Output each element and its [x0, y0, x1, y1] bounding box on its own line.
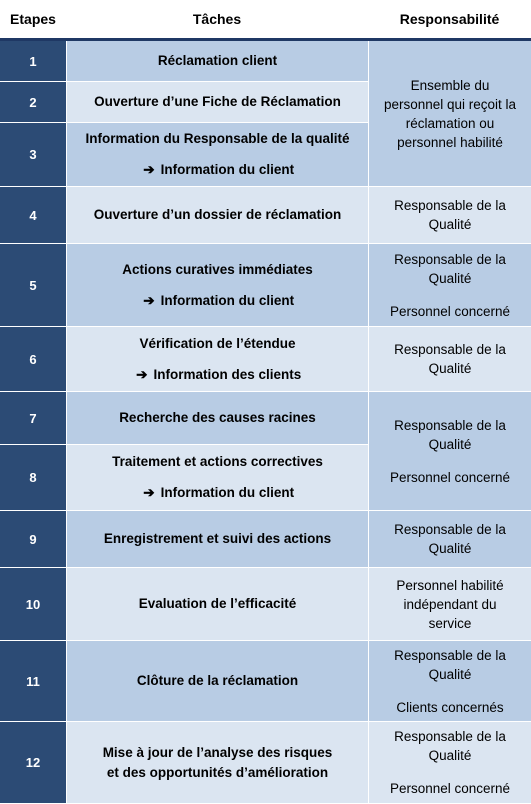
step-number: 1: [0, 41, 66, 82]
step-number: 9: [0, 511, 66, 568]
responsibility-cell: Responsable de la Qualité Personnel concerné: [368, 392, 531, 511]
step-number: 5: [0, 244, 66, 327]
arrow-right-icon: ➔: [143, 162, 155, 177]
task-label: Réclamation client: [157, 53, 278, 68]
step-number: 6: [0, 327, 66, 392]
step-number: 7: [0, 392, 66, 445]
task-cell: [66, 123, 368, 187]
responsibility-cell: Responsable de la Qualité: [368, 187, 531, 244]
header-responsibility: Responsabilité: [368, 0, 531, 38]
step-number: 3: [0, 123, 66, 187]
task-label: Vérification de l’étendue: [139, 335, 296, 351]
responsibility-cell: Responsable de la Qualité: [368, 327, 531, 392]
task-label: Evaluation de l’efficacité: [138, 596, 297, 611]
task-label: Ouverture d’une Fiche de Réclamation: [94, 94, 341, 109]
responsibility-cell: Responsable de la Qualité: [368, 511, 531, 568]
arrow-right-icon: ➔: [143, 292, 155, 308]
task-subline: ➔ Information des clients: [134, 365, 302, 385]
step-number: 11: [0, 641, 66, 722]
task-cell: [66, 722, 368, 804]
task-subline: ➔ Information du client: [141, 160, 294, 180]
task-cell: [66, 445, 368, 511]
task-label: Recherche des causes racines: [119, 410, 316, 425]
responsibility-cell: Responsable de la Qualité Personnel concerné: [368, 244, 531, 327]
responsibility-cell: Personnel habilité indépendant du service: [368, 568, 531, 641]
arrow-right-icon: ➔: [136, 366, 148, 382]
task-cell: [66, 511, 368, 568]
step-number: 8: [0, 445, 66, 511]
task-label: Mise à jour de l’analyse des risques: [102, 744, 333, 760]
task-label: Information du Responsable de la qualité: [85, 131, 350, 146]
task-cell: [66, 392, 368, 445]
step-number: 12: [0, 722, 66, 804]
task-subline: ➔ Information du client: [141, 483, 294, 503]
responsibility-cell: Responsable de la Qualité Clients concernés: [368, 641, 531, 722]
arrow-right-icon: ➔: [143, 485, 155, 500]
task-cell: [66, 641, 368, 722]
task-cell: [66, 41, 368, 82]
header-tasks: Tâches: [66, 0, 368, 38]
header-steps: Etapes: [0, 0, 66, 38]
task-cell: [66, 244, 368, 327]
task-cell: [66, 187, 368, 244]
task-subline: ➔ Information du client: [141, 291, 294, 311]
task-cell: [66, 568, 368, 641]
responsibility-cell: Ensemble du personnel qui reçoit la réclamation ou personnel habilité: [368, 41, 531, 187]
task-label: Ouverture d’un dossier de réclamation: [93, 207, 342, 222]
step-number: 4: [0, 187, 66, 244]
task-label: Actions curatives immédiates: [122, 261, 313, 277]
step-number: 2: [0, 82, 66, 123]
task-label-line2: et des opportunités d’amélioration: [106, 764, 329, 780]
task-label: Traitement et actions correctives: [112, 454, 323, 469]
step-number: 10: [0, 568, 66, 641]
task-cell: [66, 327, 368, 392]
task-cell: [66, 82, 368, 123]
task-label: Enregistrement et suivi des actions: [103, 531, 332, 546]
task-label: Clôture de la réclamation: [136, 673, 299, 688]
responsibility-cell: Responsable de la Qualité Personnel concerné: [368, 722, 531, 804]
